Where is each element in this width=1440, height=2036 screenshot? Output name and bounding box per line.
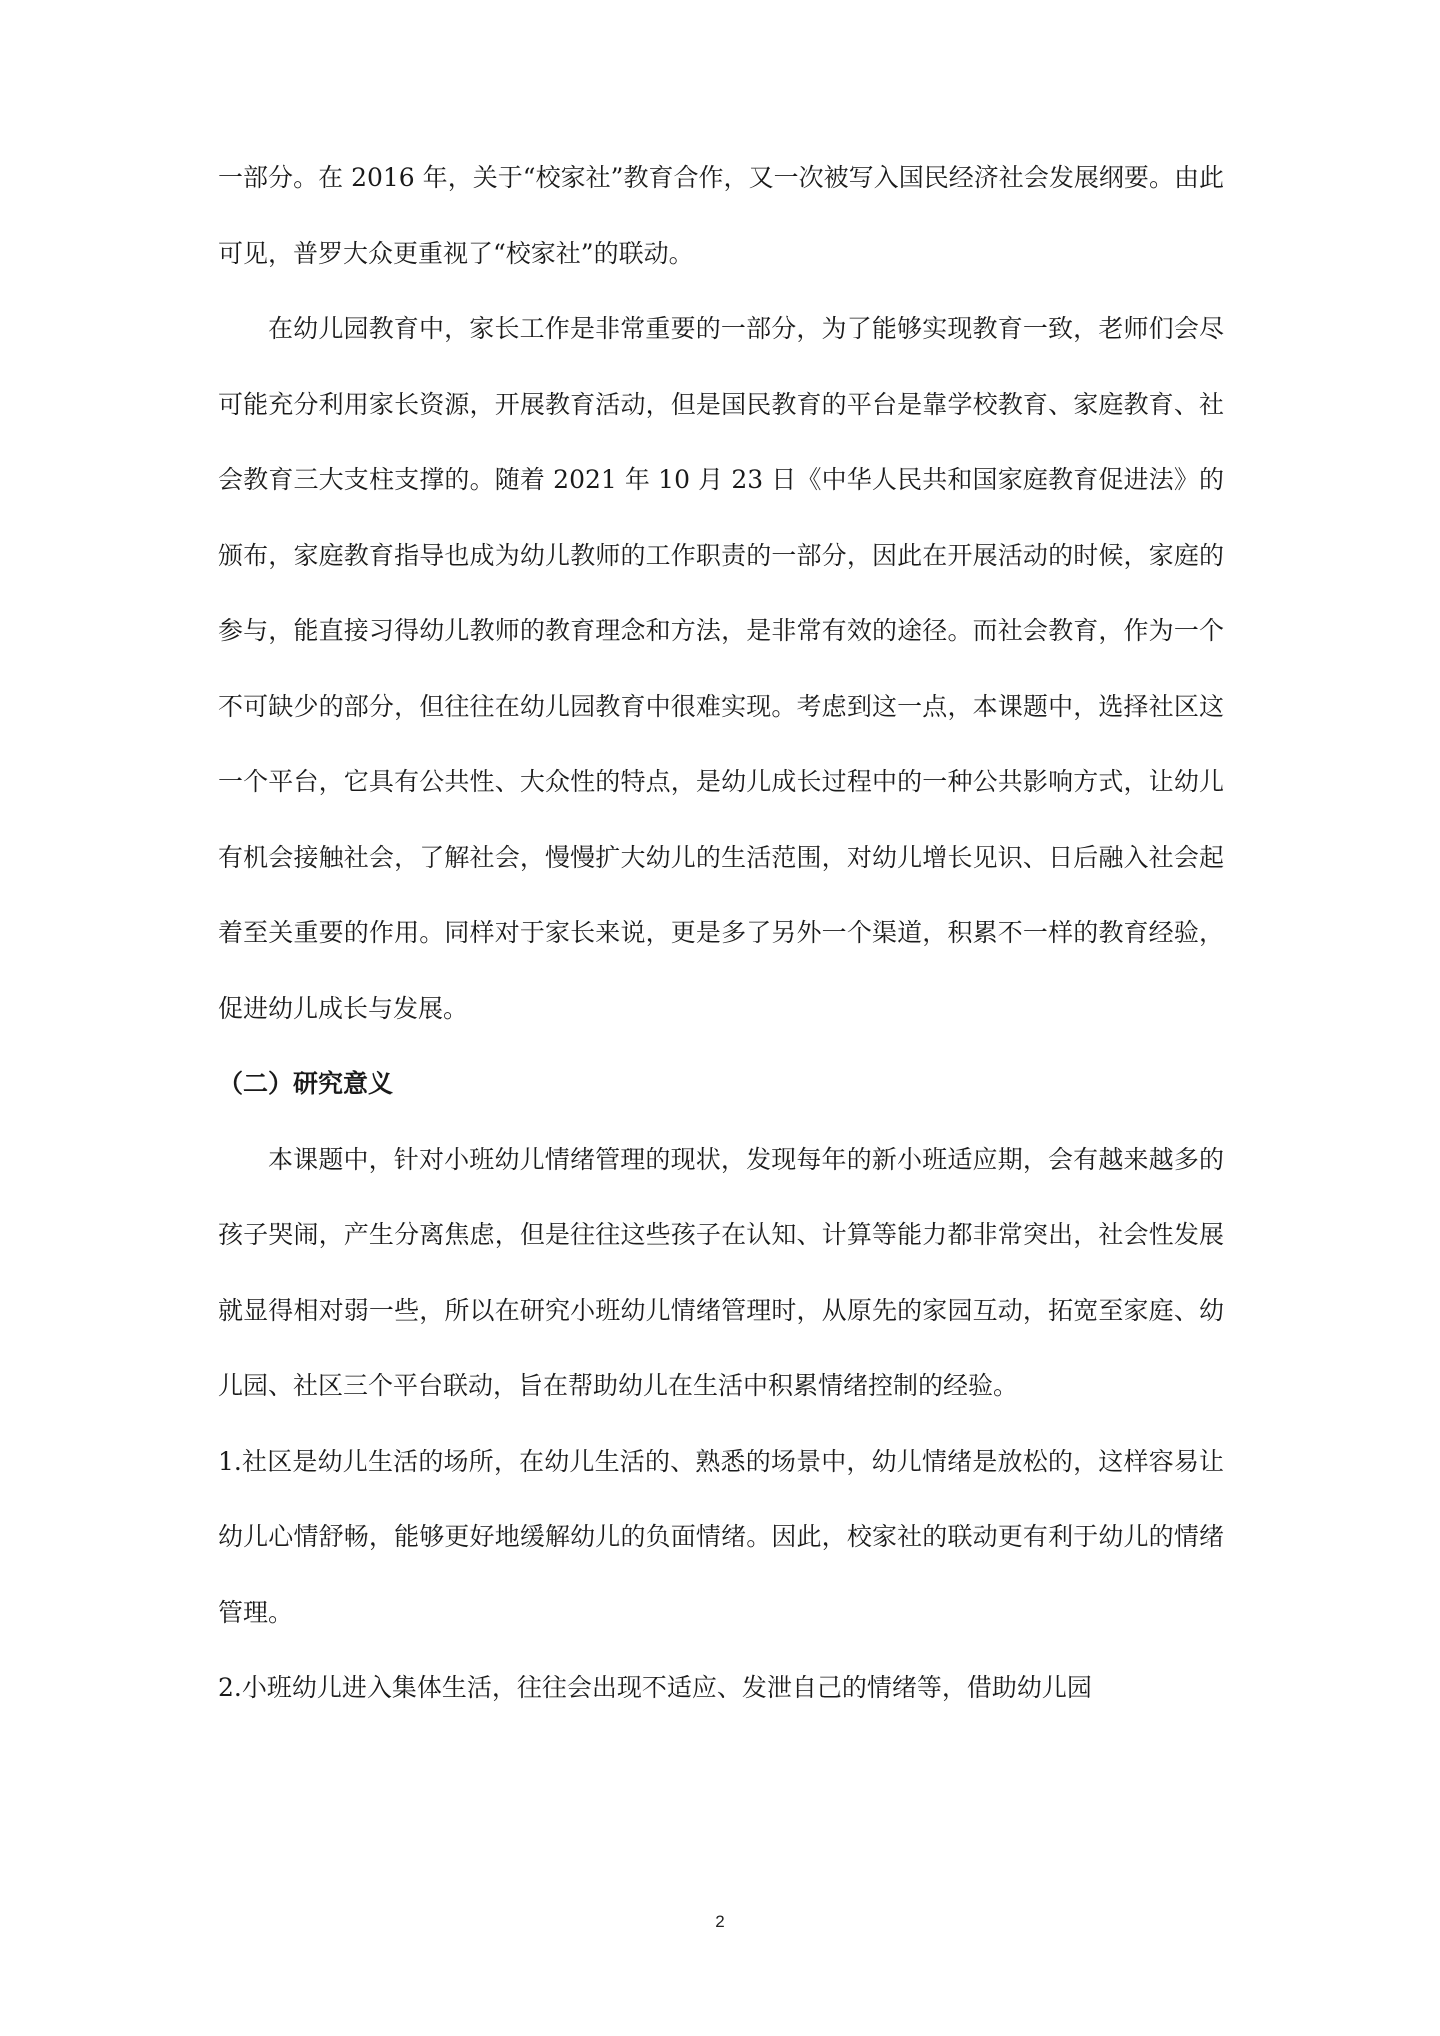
paragraph-research-significance: 本课题中，针对小班幼儿情绪管理的现状，发现每年的新小班适应期，会有越来越多的孩子哭闹，产生分离焦虑，但是往往这些孩子在认知、计算等能力都非常突出，社会性发展就显得相对弱一些，所以在研究小班幼儿情绪管理时，从原先的家园互动，拓宽至家庭、幼儿园、社区三个平台联动，旨在帮助幼儿在生活中积累情绪控制的经验。 xyxy=(218,1144,1224,1400)
list-item-1: 1.社区是幼儿生活的场所，在幼儿生活的、熟悉的场景中，幼儿情绪是放松的，这样容易让幼儿心情舒畅，能够更好地缓解幼儿的负面情绪。因此，校家社的联动更有利于幼儿的情绪管理。 xyxy=(218,1446,1224,1627)
page-body xyxy=(218,140,1224,1726)
paragraph-background: 在幼儿园教育中，家长工作是非常重要的一部分，为了能够实现教育一致，老师们会尽可能充分利用家长资源，开展教育活动，但是国民教育的平台是靠学校教育、家庭教育、社会教育三大支柱支撑的。随着 2021 年 10 月 23 日《中华人民共和国家庭教育促进法》的颁布，家庭教育指导也成为幼儿教师的工作职责的一部分，因此在开展活动的时候，家庭的参与，能直接习得幼儿教师的教育理念和方法，是非常有效的途径。而社会教育，作为一个不可缺少的部分，但往往在幼儿园教育中很难实现。考虑到这一点，本课题中，选择社区这一个平台，它具有公共性、大众性的特点，是幼儿成长过程中的一种公共影响方式，让幼儿有机会接触社会，了解社会，慢慢扩大幼儿的生活范围，对幼儿增长见识、日后融入社会起着至关重要的作用。同样对于家长来说，更是多了另外一个渠道，积累不一样的教育经验，促进幼儿成长与发展。 xyxy=(218,314,1224,1023)
paragraph-continuation: 一部分。在 2016 年，关于“校家社”教育合作，又一次被写入国民经济社会发展纲要。由此可见，普罗大众更重视了“校家社”的联动。 xyxy=(218,163,1224,268)
list-item-2: 2.小班幼儿进入集体生活，往往会出现不适应、发泄自己的情绪等，借助幼儿园 xyxy=(218,1673,1092,1702)
section-heading-research-significance: （二）研究意义 xyxy=(218,1069,394,1098)
page-number: 2 xyxy=(715,1912,725,1931)
